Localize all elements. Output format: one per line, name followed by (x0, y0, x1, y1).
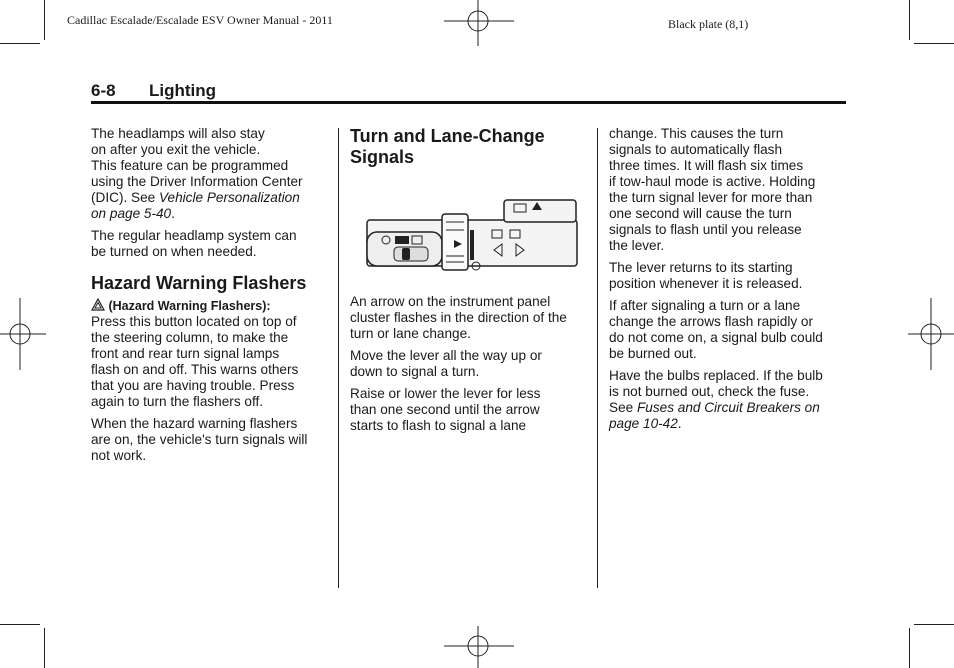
text-line: The headlamps will also stay (91, 126, 265, 141)
text-line: Press this button located on top of (91, 314, 297, 329)
manual-title: Cadillac Escalade/Escalade ESV Owner Manual - 2011 (67, 13, 333, 27)
paragraph (350, 386, 590, 434)
column-1 (91, 126, 331, 470)
crop-mark (0, 624, 40, 625)
text-line: An arrow on the instrument panel (350, 294, 551, 309)
text-line: position whenever it is released. (609, 276, 803, 291)
text-span: . (677, 416, 682, 431)
turn-signals-heading (350, 126, 590, 168)
text-line (609, 416, 849, 432)
registration-mark-right (906, 296, 954, 372)
heading-line: Signals (350, 147, 415, 167)
text-line: If after signaling a turn or a lane (609, 298, 801, 313)
section-title: Lighting (149, 81, 217, 100)
turn-signal-lever-illustration (364, 192, 584, 282)
text-line: be turned on when needed. (91, 244, 257, 259)
section-rule (91, 101, 846, 104)
text-line (91, 190, 331, 206)
crop-mark (44, 0, 45, 40)
heading-line: Turn and Lane-Change (350, 126, 545, 146)
column-divider (338, 128, 339, 588)
registration-mark-left (0, 296, 48, 372)
paragraph (91, 126, 331, 222)
text-span: (DIC). See (91, 190, 159, 205)
column-3 (609, 126, 849, 438)
column-2 (350, 126, 590, 440)
text-line: three times. It will flash six times (609, 158, 804, 173)
text-line (91, 206, 331, 222)
hazard-heading: Hazard Warning Flashers (91, 273, 307, 293)
text-line: down to signal a turn. (350, 364, 480, 379)
paragraph (91, 416, 331, 464)
text-line: be burned out. (609, 346, 697, 361)
plate-label: Black plate (8,1) (668, 17, 749, 31)
paragraph (91, 298, 331, 410)
text-line: When the hazard warning flashers (91, 416, 298, 431)
text-line: front and rear turn signal lamps (91, 346, 280, 361)
cross-reference-link[interactable]: Vehicle Personalization (158, 190, 300, 205)
text-line: turn or lane change. (350, 326, 471, 341)
text-line: on after you exit the vehicle. (91, 142, 261, 157)
text-line: The lever returns to its starting (609, 260, 793, 275)
text-line: the lever. (609, 238, 665, 253)
text-line: than one second until the arrow (350, 402, 540, 417)
registration-mark-bottom (440, 622, 516, 668)
text-line: This feature can be programmed (91, 158, 289, 173)
text-line: do not come on, a signal bulb could (609, 330, 823, 345)
paragraph (609, 126, 849, 254)
text-line: Have the bulbs replaced. If the bulb (609, 368, 823, 383)
text-line: using the Driver Information Center (91, 174, 303, 189)
registration-mark-top (440, 0, 516, 50)
text-line: signals to flash until you release (609, 222, 802, 237)
crop-mark (44, 628, 45, 668)
text-line: Raise or lower the lever for less (350, 386, 541, 401)
crop-mark (914, 624, 954, 625)
text-line: flash on and off. This warns others (91, 362, 299, 377)
text-line: again to turn the flashers off. (91, 394, 264, 409)
text-span: See (609, 400, 637, 415)
paragraph (91, 228, 331, 260)
text-line: if tow-haul mode is active. Holding (609, 174, 816, 189)
text-line: one second will cause the turn (609, 206, 792, 221)
crop-mark (909, 628, 910, 668)
text-line: Move the lever all the way up or (350, 348, 542, 363)
hazard-triangle-icon (91, 298, 105, 311)
text-line: change. This causes the turn (609, 126, 784, 141)
text-line: are on, the vehicle's turn signals will (91, 432, 308, 447)
text-line: The regular headlamp system can (91, 228, 297, 243)
column-divider (597, 128, 598, 588)
cross-reference-link[interactable]: on page 5-40 (91, 206, 172, 221)
crop-mark (909, 0, 910, 40)
text-line: signals to automatically flash (609, 142, 783, 157)
text-line: not work. (91, 448, 147, 463)
cross-reference-link[interactable]: page 10-42 (609, 416, 678, 431)
hazard-label: (Hazard Warning Flashers): (105, 299, 271, 313)
crop-mark (914, 43, 954, 44)
paragraph (609, 298, 849, 362)
section-number: 6-8 (91, 81, 116, 100)
text-line: starts to flash to signal a lane (350, 418, 527, 433)
text-line: the turn signal lever for more than (609, 190, 813, 205)
cross-reference-link[interactable]: Fuses and Circuit Breakers on (636, 400, 820, 415)
paragraph (350, 294, 590, 342)
text-line: change the arrows flash rapidly or (609, 314, 814, 329)
paragraph (350, 348, 590, 380)
paragraph (609, 260, 849, 292)
text-line (91, 298, 331, 314)
crop-mark (0, 43, 40, 44)
text-line: the steering column, to make the (91, 330, 289, 345)
paragraph (609, 368, 849, 432)
text-line: is not burned out, check the fuse. (609, 384, 810, 399)
text-line: cluster flashes in the direction of the (350, 310, 567, 325)
text-span: . (171, 206, 175, 221)
text-line (609, 400, 849, 416)
text-line: that you are having trouble. Press (91, 378, 295, 393)
